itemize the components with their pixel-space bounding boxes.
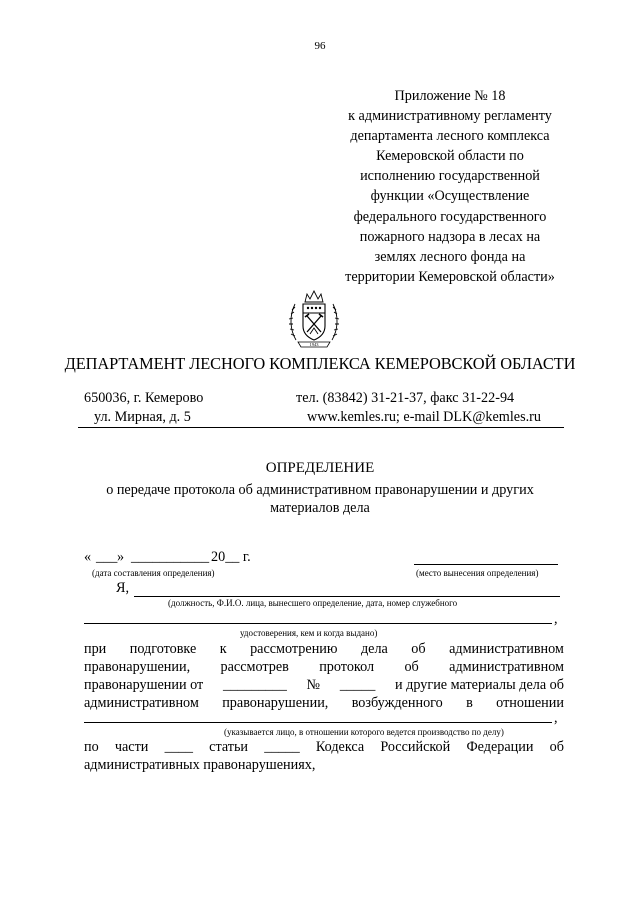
date-year: 20__ г.	[211, 549, 251, 565]
address-line2: ул. Мирная, д. 5	[94, 409, 191, 425]
person-caption: (указывается лицо, в отношении которого ведется производство по делу)	[224, 727, 504, 737]
word: административном	[449, 641, 564, 657]
word: административном	[84, 695, 199, 711]
address-line1: 650036, г. Кемерово	[84, 390, 204, 406]
article-blank[interactable]: _____	[264, 739, 300, 755]
id-line[interactable]	[84, 623, 552, 624]
word: №	[306, 677, 321, 693]
date-close-quote: »	[117, 549, 125, 565]
word: и другие материалы дела об	[395, 677, 564, 693]
document-subtitle: о передаче протокола об административном правонарушении и других материалов дела	[106, 482, 534, 516]
para-line-1	[84, 641, 564, 658]
word: Российской	[380, 739, 451, 755]
contacts-phone-fax: тел. (83842) 31-21-37, факс 31-22-94	[296, 390, 515, 406]
id-caption: удостоверения, кем и когда выдано)	[240, 628, 378, 638]
place-line[interactable]	[414, 564, 558, 565]
document-title: ОПРЕДЕЛЕНИЕ	[265, 460, 375, 476]
annex-line: Кемеровской области по	[376, 148, 524, 165]
word: рассмотрению	[250, 641, 338, 657]
word: части	[114, 739, 149, 755]
word: отношении	[496, 695, 564, 711]
word: правонарушении,	[84, 659, 191, 675]
annex-line: землях лесного фонда на	[374, 248, 526, 265]
annex-line: Приложение № 18	[394, 88, 506, 104]
annex-line: пожарного надзора в лесах на	[359, 228, 541, 245]
word: об	[404, 659, 419, 675]
word: правонарушении,	[222, 695, 329, 711]
word: при	[84, 641, 107, 657]
word: правонарушении от	[84, 677, 204, 693]
part-blank[interactable]: ____	[164, 739, 193, 755]
page-number: 96	[314, 40, 326, 52]
word: Кодекса	[315, 739, 365, 755]
official-line[interactable]	[134, 596, 560, 597]
protocol-date-blank[interactable]: _________	[222, 677, 287, 693]
emblem-ribbon-text: 1943	[309, 342, 319, 347]
department-name: ДЕПАРТАМЕНТ ЛЕСНОГО КОМПЛЕКСА КЕМЕРОВСКОЙ ОБЛАСТИ	[64, 354, 576, 373]
word: Федерации	[466, 739, 534, 755]
place-caption: (место вынесения определения)	[416, 568, 539, 578]
word: административном	[449, 659, 564, 675]
annex-line: функции «Осуществление	[370, 188, 530, 205]
para-line-3	[84, 677, 564, 694]
word: протокол	[319, 659, 375, 675]
word: об	[549, 739, 564, 755]
comma: ,	[554, 710, 558, 726]
word: статьи	[209, 739, 249, 755]
word: возбужденного	[351, 695, 443, 711]
annex-line: территории Кемеровской области»	[345, 268, 555, 285]
date-open-quote: «	[84, 549, 92, 565]
annex-line: департамента лесного комплекса	[350, 128, 550, 145]
annex-line: федерального государственного	[353, 208, 547, 225]
word: к	[219, 641, 227, 657]
date-month-blank[interactable]: ___________	[131, 549, 210, 565]
para-line-2	[84, 659, 564, 676]
coat-of-arms-icon	[286, 286, 342, 352]
last-line: административных правонарушениях,	[84, 757, 316, 773]
date-day-blank[interactable]: ___	[96, 549, 118, 565]
protocol-number-blank[interactable]: _____	[339, 677, 376, 693]
header-divider	[78, 427, 564, 428]
para-line-4	[84, 695, 564, 712]
annex-line: исполнению государственной	[360, 168, 540, 185]
ya-label: Я,	[116, 580, 130, 596]
word: по	[84, 739, 99, 755]
official-caption: (должность, Ф.И.О. лица, вынесшего определение, дата, номер служебного	[168, 598, 458, 608]
contacts-web-email: www.kemles.ru; e-mail DLK@kemles.ru	[307, 409, 541, 425]
date-caption: (дата составления определения)	[92, 568, 215, 578]
person-line[interactable]	[84, 722, 552, 723]
annex-block	[318, 86, 582, 287]
word: подготовке	[129, 641, 197, 657]
word: дела	[360, 641, 388, 657]
word: в	[466, 695, 473, 711]
comma: ,	[554, 611, 558, 627]
word: рассмотрев	[220, 659, 289, 675]
word: об	[411, 641, 426, 657]
part-line	[84, 739, 564, 756]
annex-line: к административному регламенту	[348, 108, 552, 125]
